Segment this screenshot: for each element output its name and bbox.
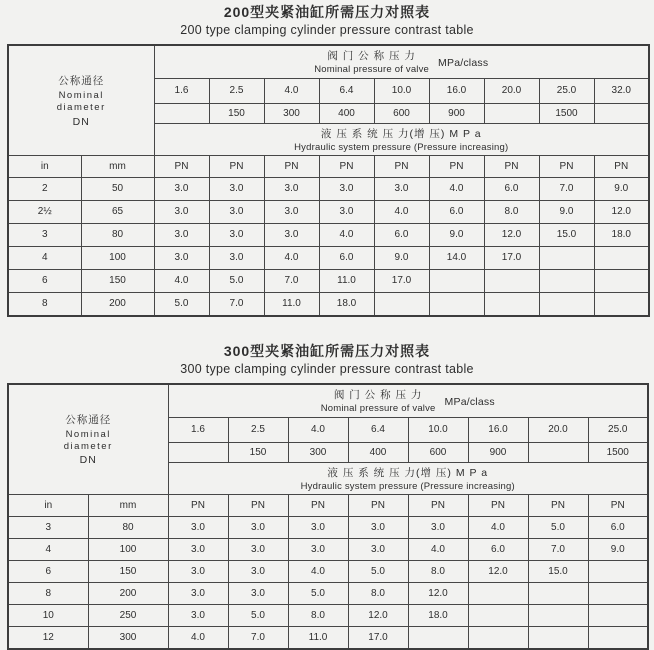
pressure-value-cell: 3.0: [264, 200, 319, 223]
nominal-diameter-en1: Nominal: [65, 428, 111, 440]
table-row: [8, 516, 648, 538]
units-row: [8, 155, 649, 177]
pressure-value-cell: 9.0: [539, 200, 594, 223]
row-mm-cell: 80: [88, 516, 168, 538]
nominal-diameter-dn: DN: [79, 454, 97, 467]
pressure-value-cell: 6.0: [319, 246, 374, 269]
pressure-value-cell: 3.0: [319, 200, 374, 223]
pressure-value-cell: 8.0: [408, 560, 468, 582]
valve-pressure-header: [168, 384, 648, 418]
valve-pressure-en: Nominal pressure of valve: [314, 64, 430, 76]
pressure-value-cell: 11.0: [288, 626, 348, 649]
class-value-cell: 900: [429, 103, 484, 123]
pressure-value-cell: 12.0: [348, 604, 408, 626]
pressure-value-cell: 9.0: [588, 538, 648, 560]
pressure-value-cell: 15.0: [528, 560, 588, 582]
pressure-value-cell: [594, 246, 649, 269]
pressure-value-cell: 4.0: [288, 560, 348, 582]
row-mm-cell: 50: [81, 177, 154, 200]
valve-pressure-header-inner: [169, 387, 648, 414]
pressure-value-cell: 3.0: [288, 516, 348, 538]
row-in-cell: 8: [8, 292, 81, 316]
class-value-cell: [528, 442, 588, 462]
row-in-cell: 6: [8, 269, 81, 292]
pressure-value-cell: 7.0: [228, 626, 288, 649]
table-row: [8, 223, 649, 246]
pressure-value-cell: [588, 626, 648, 649]
pressure-value-cell: 6.0: [468, 538, 528, 560]
pressure-value-cell: 9.0: [594, 177, 649, 200]
mpa-value-cell: 4.0: [288, 417, 348, 442]
pressure-value-cell: 4.0: [154, 269, 209, 292]
pressure-value-cell: 12.0: [408, 582, 468, 604]
units-row: [8, 494, 648, 516]
row-mm-cell: 300: [88, 626, 168, 649]
pressure-value-cell: 8.0: [348, 582, 408, 604]
pressure-value-cell: 17.0: [484, 246, 539, 269]
pressure-value-cell: 3.0: [228, 516, 288, 538]
mpa-value-cell: 4.0: [264, 78, 319, 103]
class-value-cell: 900: [468, 442, 528, 462]
pressure-value-cell: [594, 292, 649, 316]
pn-header-cell: PN: [484, 155, 539, 177]
pressure-value-cell: 5.0: [209, 269, 264, 292]
pressure-value-cell: 3.0: [154, 200, 209, 223]
pressure-value-cell: 3.0: [168, 582, 228, 604]
pressure-value-cell: 17.0: [374, 269, 429, 292]
mpa-value-cell: 6.4: [348, 417, 408, 442]
pressure-value-cell: 11.0: [319, 269, 374, 292]
pressure-value-cell: 4.0: [264, 246, 319, 269]
row-mm-cell: 100: [88, 538, 168, 560]
nominal-diameter-dn: DN: [72, 115, 90, 128]
pn-header-cell: PN: [408, 494, 468, 516]
pressure-value-cell: 3.0: [348, 516, 408, 538]
pressure-value-cell: 7.0: [528, 538, 588, 560]
unit-in-cell: in: [8, 155, 81, 177]
pn-header-cell: PN: [319, 155, 374, 177]
row-mm-cell: 150: [88, 560, 168, 582]
pressure-value-cell: 4.0: [168, 626, 228, 649]
pn-header-cell: PN: [168, 494, 228, 516]
pressure-value-cell: 4.0: [408, 538, 468, 560]
class-value-cell: [154, 103, 209, 123]
class-value-cell: 150: [209, 103, 264, 123]
pressure-value-cell: 3.0: [154, 177, 209, 200]
mpa-value-cell: 16.0: [429, 78, 484, 103]
mpa-value-cell: 32.0: [594, 78, 649, 103]
pn-header-cell: PN: [228, 494, 288, 516]
mpa-value-cell: 25.0: [539, 78, 594, 103]
pn-header-cell: PN: [348, 494, 408, 516]
pressure-value-cell: 14.0: [429, 246, 484, 269]
mpa-value-cell: 10.0: [374, 78, 429, 103]
table-row: [8, 200, 649, 223]
header-row-valve: [8, 45, 649, 79]
valve-pressure-header-inner: [155, 48, 649, 75]
pressure-value-cell: 3.0: [408, 516, 468, 538]
pressure-value-cell: [374, 292, 429, 316]
table-row: [8, 604, 648, 626]
pressure-value-cell: [484, 269, 539, 292]
pressure-value-cell: 18.0: [319, 292, 374, 316]
row-in-cell: 3: [8, 516, 88, 538]
pressure-value-cell: [429, 292, 484, 316]
valve-pressure-unit: MPa/class: [444, 395, 495, 408]
row-mm-cell: 150: [81, 269, 154, 292]
pn-header-cell: PN: [539, 155, 594, 177]
mpa-value-cell: 16.0: [468, 417, 528, 442]
row-in-cell: 2½: [8, 200, 81, 223]
pressure-value-cell: 9.0: [374, 246, 429, 269]
valve-pressure-header-stack: [321, 387, 436, 414]
pressure-value-cell: 4.0: [374, 200, 429, 223]
pn-header-cell: PN: [588, 494, 648, 516]
nominal-diameter-header: [8, 384, 168, 495]
pressure-value-cell: [588, 582, 648, 604]
table-row: [8, 292, 649, 316]
class-value-cell: 150: [228, 442, 288, 462]
pn-header-cell: PN: [468, 494, 528, 516]
pressure-value-cell: [528, 626, 588, 649]
class-value-cell: 300: [288, 442, 348, 462]
row-in-cell: 2: [8, 177, 81, 200]
pressure-value-cell: 12.0: [484, 223, 539, 246]
pn-header-cell: PN: [154, 155, 209, 177]
row-in-cell: 4: [8, 538, 88, 560]
nominal-diameter-en1: Nominal: [58, 89, 104, 101]
row-in-cell: 8: [8, 582, 88, 604]
pressure-value-cell: 8.0: [288, 604, 348, 626]
pressure-value-cell: 5.0: [528, 516, 588, 538]
row-in-cell: 4: [8, 246, 81, 269]
mpa-value-cell: 6.4: [319, 78, 374, 103]
unit-mm-cell: mm: [81, 155, 154, 177]
hydraulic-pressure-cn: 液 压 系 统 压 力(增 压) M P a: [327, 466, 489, 479]
pressure-value-cell: 5.0: [348, 560, 408, 582]
pressure-value-cell: [484, 292, 539, 316]
pressure-value-cell: [588, 560, 648, 582]
valve-pressure-header: [154, 45, 649, 79]
pressure-value-cell: 3.0: [288, 538, 348, 560]
pressure-value-cell: 3.0: [348, 538, 408, 560]
table-300-title-cn: 300型夹紧油缸所需压力对照表: [223, 342, 431, 359]
pressure-value-cell: 12.0: [468, 560, 528, 582]
class-value-cell: 1500: [539, 103, 594, 123]
class-value-cell: 1500: [588, 442, 648, 462]
unit-mm-cell: mm: [88, 494, 168, 516]
mpa-value-cell: 1.6: [154, 78, 209, 103]
pressure-value-cell: 4.0: [319, 223, 374, 246]
pressure-value-cell: 7.0: [209, 292, 264, 316]
nominal-diameter-header: [8, 45, 154, 156]
pn-header-cell: PN: [594, 155, 649, 177]
table-200-title-en: 200 type clamping cylinder pressure contrast table: [180, 22, 474, 37]
pressure-value-cell: 15.0: [539, 223, 594, 246]
pn-header-cell: PN: [209, 155, 264, 177]
pressure-value-cell: [468, 626, 528, 649]
pressure-value-cell: [468, 604, 528, 626]
mpa-value-cell: 25.0: [588, 417, 648, 442]
unit-in-cell: in: [8, 494, 88, 516]
pressure-value-cell: 18.0: [408, 604, 468, 626]
header-row-valve: [8, 384, 648, 418]
valve-pressure-cn: 阀 门 公 称 压 力: [333, 389, 423, 402]
valve-pressure-header-stack: [314, 48, 429, 75]
pressure-value-cell: [528, 604, 588, 626]
pressure-value-cell: 3.0: [209, 246, 264, 269]
pn-header-cell: PN: [288, 494, 348, 516]
pressure-value-cell: 5.0: [154, 292, 209, 316]
pn-header-cell: PN: [528, 494, 588, 516]
pn-header-cell: PN: [374, 155, 429, 177]
pressure-value-cell: 3.0: [374, 177, 429, 200]
table-row: [8, 177, 649, 200]
pressure-value-cell: 5.0: [288, 582, 348, 604]
pressure-value-cell: 6.0: [374, 223, 429, 246]
pressure-value-cell: 3.0: [154, 223, 209, 246]
nominal-diameter-en2: diameter: [63, 441, 113, 453]
valve-pressure-en: Nominal pressure of valve: [320, 403, 436, 415]
row-in-cell: 12: [8, 626, 88, 649]
class-value-cell: 400: [319, 103, 374, 123]
table-300-section: [0, 343, 654, 650]
pressure-value-cell: 3.0: [264, 177, 319, 200]
table-200-title-cn: 200型夹紧油缸所需压力对照表: [223, 4, 431, 20]
pressure-value-cell: [528, 582, 588, 604]
row-in-cell: 3: [8, 223, 81, 246]
pressure-value-cell: 6.0: [429, 200, 484, 223]
mpa-value-cell: 10.0: [408, 417, 468, 442]
class-value-cell: [484, 103, 539, 123]
pressure-value-cell: [539, 246, 594, 269]
mpa-value-cell: 2.5: [209, 78, 264, 103]
row-mm-cell: 250: [88, 604, 168, 626]
pressure-value-cell: [468, 582, 528, 604]
pressure-value-cell: 3.0: [209, 200, 264, 223]
nominal-diameter-cn: 公称通径: [58, 74, 105, 87]
mpa-value-cell: 2.5: [228, 417, 288, 442]
row-in-cell: 10: [8, 604, 88, 626]
row-mm-cell: 200: [88, 582, 168, 604]
pn-header-cell: PN: [429, 155, 484, 177]
pressure-value-cell: [539, 269, 594, 292]
table-row: [8, 246, 649, 269]
hydraulic-pressure-header: [154, 123, 649, 155]
pressure-value-cell: 6.0: [588, 516, 648, 538]
class-value-cell: [168, 442, 228, 462]
pressure-value-cell: 3.0: [319, 177, 374, 200]
pressure-value-cell: [588, 604, 648, 626]
table-row: [8, 582, 648, 604]
class-value-cell: 400: [348, 442, 408, 462]
pressure-value-cell: 3.0: [168, 516, 228, 538]
row-mm-cell: 100: [81, 246, 154, 269]
table-row: [8, 538, 648, 560]
pressure-value-cell: [429, 269, 484, 292]
pressure-value-cell: 5.0: [228, 604, 288, 626]
table-200-section: [0, 4, 654, 317]
row-mm-cell: 80: [81, 223, 154, 246]
pressure-value-cell: 3.0: [264, 223, 319, 246]
hydraulic-pressure-header: [168, 462, 648, 494]
pressure-value-cell: 3.0: [209, 177, 264, 200]
pressure-value-cell: 4.0: [468, 516, 528, 538]
valve-pressure-unit: MPa/class: [438, 56, 489, 69]
table-row: [8, 560, 648, 582]
valve-pressure-cn: 阀 门 公 称 压 力: [327, 50, 416, 63]
pressure-value-cell: 7.0: [264, 269, 319, 292]
pressure-value-cell: 3.0: [228, 560, 288, 582]
row-in-cell: 6: [8, 560, 88, 582]
pressure-value-cell: 3.0: [209, 223, 264, 246]
class-value-cell: [594, 103, 649, 123]
pressure-value-cell: 3.0: [228, 582, 288, 604]
class-value-cell: 600: [408, 442, 468, 462]
pressure-value-cell: 3.0: [168, 538, 228, 560]
row-mm-cell: 65: [81, 200, 154, 223]
hydraulic-pressure-en: Hydraulic system pressure (Pressure increasing): [294, 141, 509, 153]
mpa-value-cell: 20.0: [528, 417, 588, 442]
pressure-value-cell: [408, 626, 468, 649]
pressure-value-cell: 7.0: [539, 177, 594, 200]
pn-header-cell: PN: [264, 155, 319, 177]
hydraulic-pressure-en: Hydraulic system pressure (Pressure increasing): [300, 480, 515, 492]
pressure-table-300: [7, 383, 649, 650]
hydraulic-pressure-cn: 液 压 系 统 压 力(增 压) M P a: [320, 127, 482, 140]
class-value-cell: 600: [374, 103, 429, 123]
pressure-value-cell: 4.0: [429, 177, 484, 200]
table-row: [8, 626, 648, 649]
pressure-value-cell: [594, 269, 649, 292]
table-row: [8, 269, 649, 292]
pressure-value-cell: 11.0: [264, 292, 319, 316]
pressure-value-cell: 3.0: [168, 604, 228, 626]
pressure-value-cell: 18.0: [594, 223, 649, 246]
pressure-table-200: [7, 44, 650, 317]
nominal-diameter-cn: 公称通径: [65, 413, 112, 426]
pressure-value-cell: 6.0: [484, 177, 539, 200]
pressure-value-cell: 3.0: [168, 560, 228, 582]
pressure-value-cell: 3.0: [154, 246, 209, 269]
mpa-value-cell: 20.0: [484, 78, 539, 103]
pressure-value-cell: 12.0: [594, 200, 649, 223]
pressure-value-cell: 3.0: [228, 538, 288, 560]
class-value-cell: 300: [264, 103, 319, 123]
mpa-value-cell: 1.6: [168, 417, 228, 442]
row-mm-cell: 200: [81, 292, 154, 316]
pressure-value-cell: [539, 292, 594, 316]
pressure-value-cell: 9.0: [429, 223, 484, 246]
nominal-diameter-en2: diameter: [56, 102, 106, 114]
pressure-value-cell: 17.0: [348, 626, 408, 649]
pressure-value-cell: 8.0: [484, 200, 539, 223]
table-300-title-en: 300 type clamping cylinder pressure contrast table: [180, 361, 474, 376]
